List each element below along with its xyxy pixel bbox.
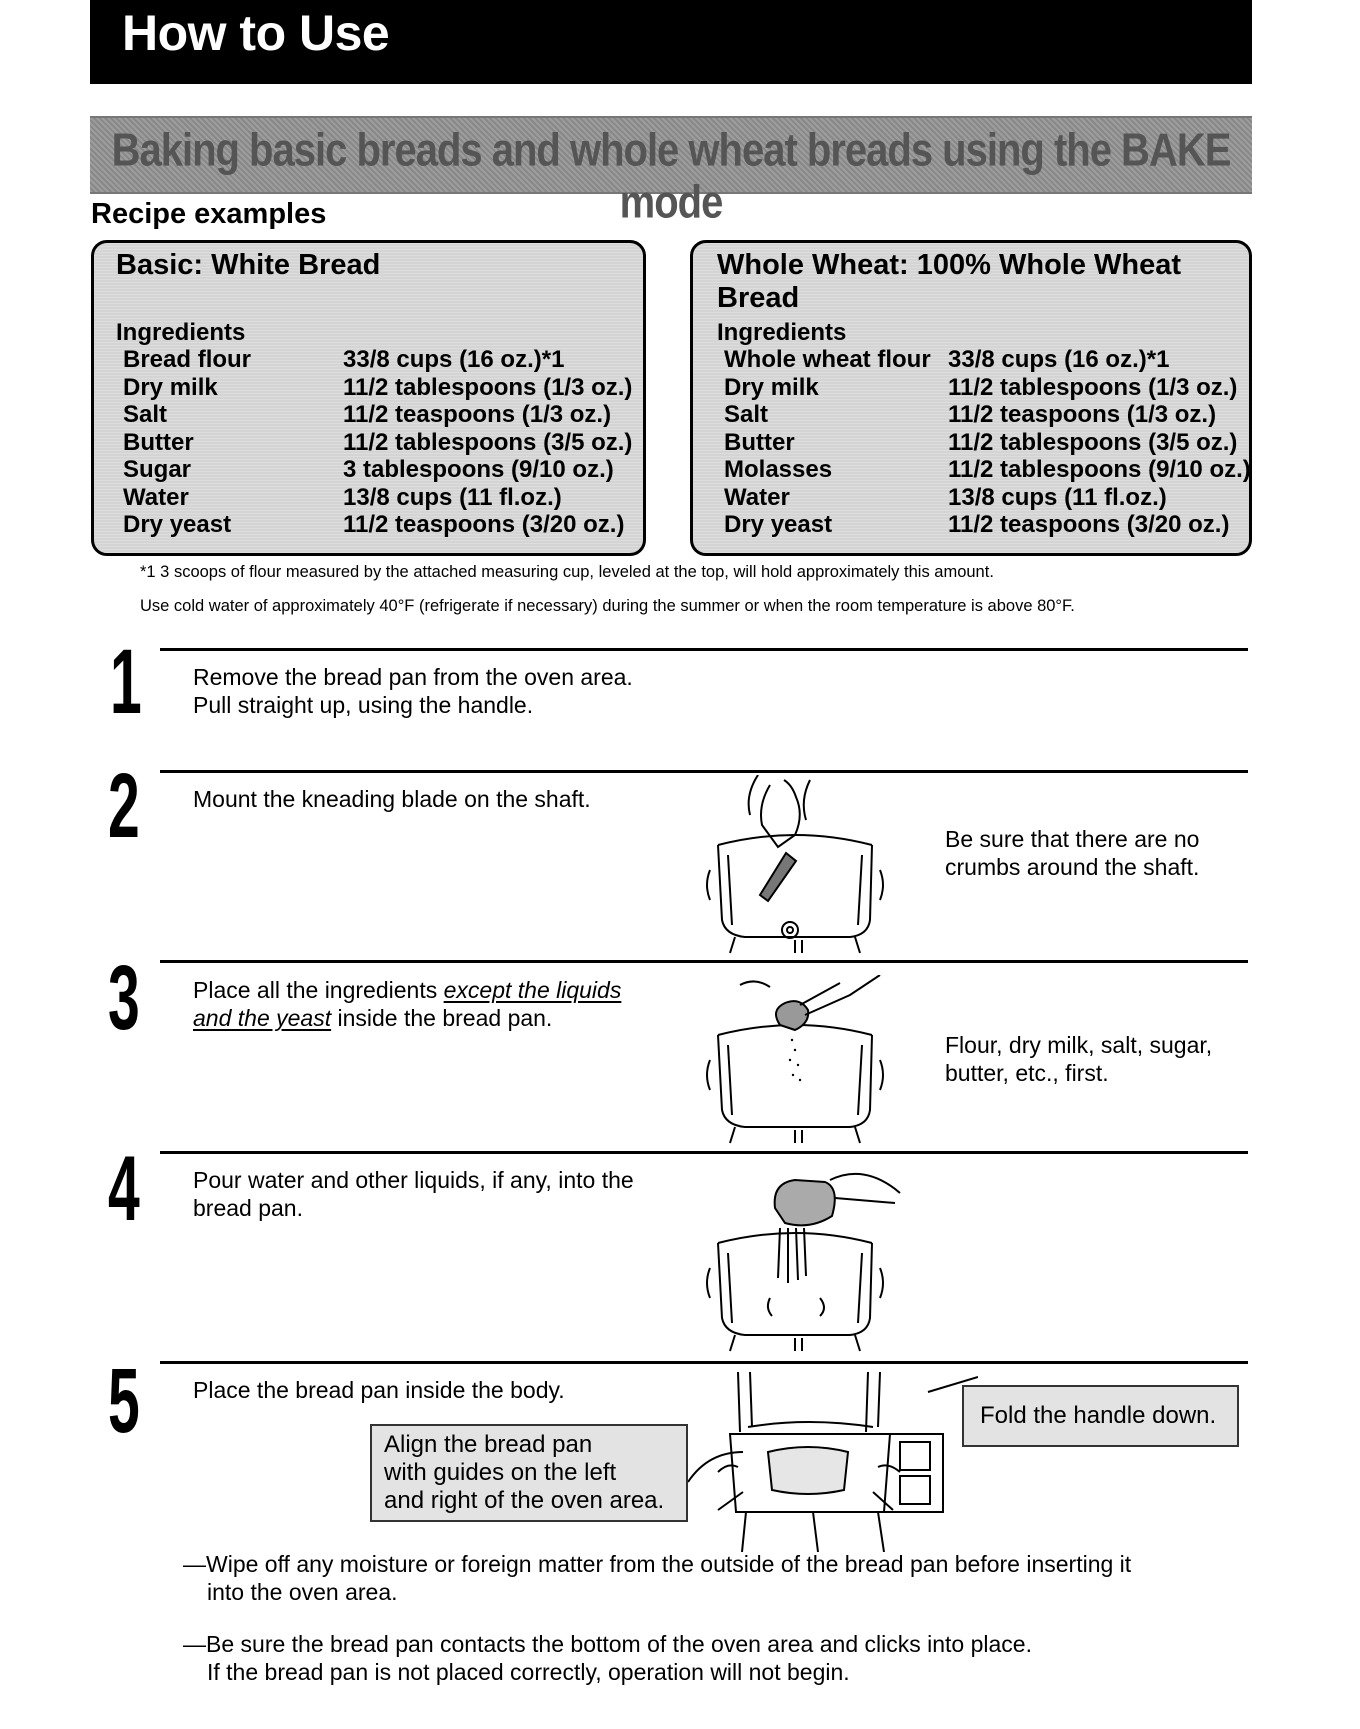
bread-pan-pour-water-illustration [700, 1168, 910, 1353]
recipe-wheat-title-line2: Bread [717, 282, 800, 314]
recipe-box-basic [91, 240, 646, 556]
ingredient-row: Sugar 3 tablespoons (9/10 oz.) [123, 456, 614, 483]
callout-align-bread-pan: Align the bread pan with guides on the left and right of the oven area. [370, 1424, 688, 1522]
recipe-wheat-list [724, 346, 1249, 539]
step-number-3: 3 [108, 947, 140, 1049]
step-divider [160, 1361, 1248, 1364]
recipe-basic-ingredients-label: Ingredients [116, 319, 246, 346]
bread-pan-pour-dry-illustration [700, 975, 890, 1145]
ingredient-row: Water 13/8 cups (11 fl.oz.) [724, 483, 1167, 511]
section-banner-title: Baking basic breads and whole wheat breads using the BAKE mode [111, 125, 1231, 228]
ingredient-row: Butter 11/2 tablespoons (3/5 oz.) [724, 428, 1238, 456]
page-title: How to Use [122, 5, 390, 61]
bullet-wipe-line2: into the oven area. [207, 1579, 398, 1605]
step-2-note-line1: Be sure that there are no [945, 826, 1200, 852]
recipe-wheat-title-line1: Whole Wheat: 100% Whole Wheat [717, 249, 1182, 281]
step-5-text: Place the bread pan inside the body. [193, 1377, 565, 1403]
footnote: *1 3 scoops of flour measured by the attached measuring cup, leveled at the top, will hold approximately this amount. [140, 563, 994, 581]
recipe-wheat-ingredients-label: Ingredients [717, 319, 847, 346]
bullet-contact-line1: —Be sure the bread pan contacts the bottom of the oven area and clicks into place. [183, 1631, 1032, 1657]
step-number-5: 5 [108, 1350, 140, 1452]
bullet-wipe-line1: —Wipe off any moisture or foreign matter from the outside of the bread pan before inserting it [183, 1551, 1132, 1577]
step-1-text-line2: Pull straight up, using the handle. [193, 692, 534, 718]
ingredient-row: Salt 11/2 teaspoons (1/3 oz.) [724, 401, 1217, 428]
step-2-text: Mount the kneading blade on the shaft. [193, 786, 591, 812]
step-divider [160, 960, 1248, 963]
step-divider [160, 648, 1248, 651]
step-3-note-line1: Flour, dry milk, salt, sugar, [945, 1032, 1213, 1058]
callout-fold-handle: Fold the handle down. [962, 1385, 1239, 1447]
step-3-note-line2: butter, etc., first. [945, 1060, 1109, 1086]
recipe-examples-heading: Recipe examples [91, 198, 327, 230]
ingredient-row: Molasses 11/2 tablespoons (9/10 oz.) [724, 456, 1251, 483]
ingredient-row: Whole wheat flour 33/8 cups (16 oz.)*1 [724, 346, 1170, 373]
step-divider [160, 1151, 1248, 1154]
step-number-2: 2 [108, 755, 140, 857]
ingredient-row: Water 13/8 cups (11 fl.oz.) [123, 483, 562, 511]
ingredient-row: Dry milk 11/2 tablespoons (1/3 oz.) [724, 373, 1238, 401]
step-2-note-line2: crumbs around the shaft. [945, 854, 1200, 880]
ingredient-row: Dry yeast 11/2 teaspoons (3/20 oz.) [123, 511, 625, 538]
water-note: Use cold water of approximately 40°F (refrigerate if necessary) during the summer or when the room temperature is above 80°F. [140, 597, 1075, 615]
ingredient-row: Bread flour 33/8 cups (16 oz.)*1 [123, 346, 565, 373]
bullet-contact-line2: If the bread pan is not placed correctly, operation will not begin. [207, 1659, 850, 1685]
step-3-text-line1: Place all the ingredients except the liquids [193, 977, 622, 1003]
step-number-1: 1 [110, 631, 142, 733]
ingredient-row: Salt 11/2 teaspoons (1/3 oz.) [123, 401, 612, 428]
bread-pan-insert-illustration [688, 1372, 978, 1552]
bread-pan-blade-illustration [700, 775, 890, 955]
step-number-4: 4 [108, 1138, 140, 1240]
step-divider [160, 770, 1248, 773]
step-4-text-line1: Pour water and other liquids, if any, into the [193, 1167, 634, 1193]
recipe-box-whole-wheat [690, 240, 1252, 556]
ingredient-row: Dry milk 11/2 tablespoons (1/3 oz.) [123, 373, 633, 401]
ingredient-row: Dry yeast 11/2 teaspoons (3/20 oz.) [724, 511, 1230, 538]
recipe-basic-title: Basic: White Bread [116, 249, 381, 281]
recipe-basic-list [123, 346, 643, 539]
step-4-text-line2: bread pan. [193, 1195, 303, 1221]
step-1-text-line1: Remove the bread pan from the oven area. [193, 664, 633, 690]
step-3-text-line2: and the yeast inside the bread pan. [193, 1005, 553, 1031]
ingredient-row: Butter 11/2 tablespoons (3/5 oz.) [123, 428, 633, 456]
